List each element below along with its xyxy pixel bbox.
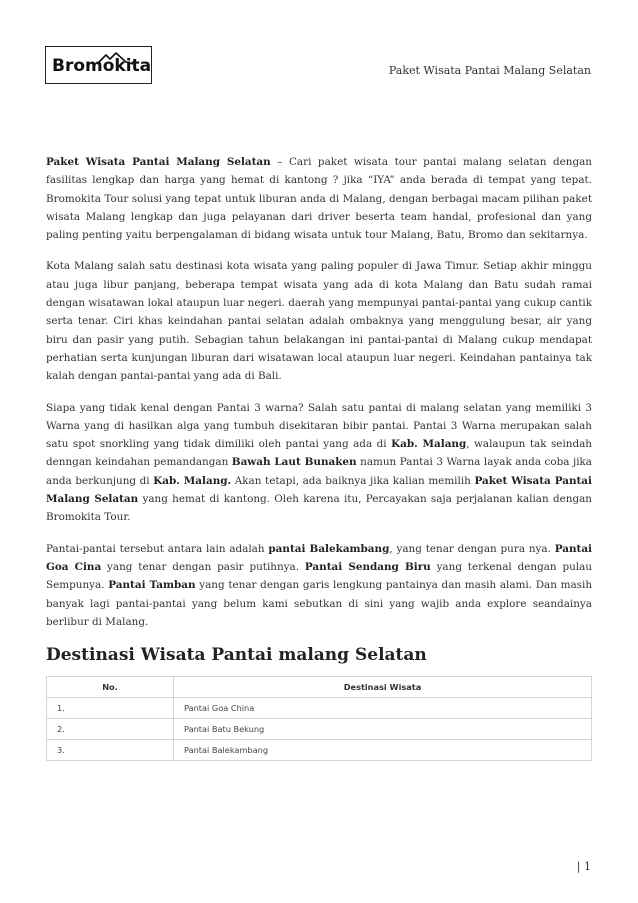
logo-text: Bromokita xyxy=(52,56,152,76)
destination-name: Pantai Batu Bekung xyxy=(174,719,592,740)
destination-name: Pantai Goa China xyxy=(174,698,592,719)
column-header-no: No. xyxy=(47,677,174,698)
section-heading: Destinasi Wisata Pantai malang Selatan xyxy=(46,645,427,666)
destination-table xyxy=(46,676,592,761)
page-header-title: Paket Wisata Pantai Malang Selatan xyxy=(388,64,591,77)
destination-name: Pantai Balekambang xyxy=(174,740,592,761)
row-number: 3. xyxy=(47,740,174,761)
paragraph-kota-malang: Kota Malang salah satu destinasi kota wisata yang paling populer di Jawa Timur. Setiap akhir minggu atau juga libur panjang, beberapa tempat wisata yang ada di kota Malang dan Batu sudah ramai dengan wisatawan lokal ataupun luar negeri. daerah yang mempunyai pantai-pantai yang cukup cantik serta tenar. Ciri khas keindahan pantai selatan adalah ombaknya yang menggulung besar, air yang biru dan pasir yang putih. Sebagian tahun belakangan ini pantai-pantai di Malang cukup mendapat perhatian serta kunjungan liburan dari wisatawan local ataupun luar negeri. Keindahan pantainya tak kalah dengan pantai-pantai yang ada di Bali. xyxy=(46,260,592,383)
logo xyxy=(45,46,152,84)
intro-bold: Paket Wisata Pantai Malang Selatan xyxy=(46,156,271,168)
column-header-destinasi: Destinasi Wisata xyxy=(174,677,592,698)
row-number: 2. xyxy=(47,719,174,740)
table-header-row xyxy=(47,677,592,698)
table-row xyxy=(47,740,592,761)
paragraph-pantai-3-warna: Siapa yang tidak kenal dengan Pantai 3 warna? Salah satu pantai di malang selatan yang memiliki 3 Warna yang di hasilkan alga yang tumbuh disekitaran bibir pantai. Pantai 3 Warna merupakan salah satu spot snorkling yang tidak dimiliki oleh pantai yang ada di Kab. Malang, walaupun tak seindah denngan keindahan pemandangan Bawah Laut Bunaken namun Pantai 3 Warna layak anda coba jika anda berkunjung di Kab. Malang. Akan tetapi, ada baiknya jika kalian memilih Paket Wisata Pantai Malang Selatan yang hemat di kantong. Oleh karena itu, Percayakan saja perjalanan kalian dengan Bromokita Tour. xyxy=(46,401,593,524)
table-row xyxy=(47,719,592,740)
table-row xyxy=(47,698,592,719)
page-number: | 1 xyxy=(576,860,591,873)
paragraph-intro: Paket Wisata Pantai Malang Selatan – Cari paket wisata tour pantai malang selatan dengan fasilitas lengkap dan harga yang hemat di kantong ? jika “IYA” anda berada di tempat yang tepat. Bromokita Tour solusi yang tepat untuk liburan anda di Malang, dengan berbagai macam pilihan paket wisata Malang lengkap dan juga pelayanan dari driver beserta team handal, profesional dan yang paling penting yaitu berpengalaman di bidang wisata untuk tour Malang, Batu, Bromo dan sekitarnya. xyxy=(46,156,593,242)
article-body xyxy=(46,153,592,761)
row-number: 1. xyxy=(47,698,174,719)
paragraph-pantai-list: Pantai-pantai tersebut antara lain adalah pantai Balekambang, yang tenar dengan pura nya. Pantai Goa Cina yang tenar dengan pasir putihnya. Pantai Sendang Biru yang terkenal dengan pulau Sempunya. Pantai Tamban yang tenar dengan garis lengkung pantainya dan masih alami. Dan masih banyak lagi pantai-pantai yang belum kami sebutkan di sini yang wajib anda explore seandainya berlibur di Malang. xyxy=(46,542,593,628)
